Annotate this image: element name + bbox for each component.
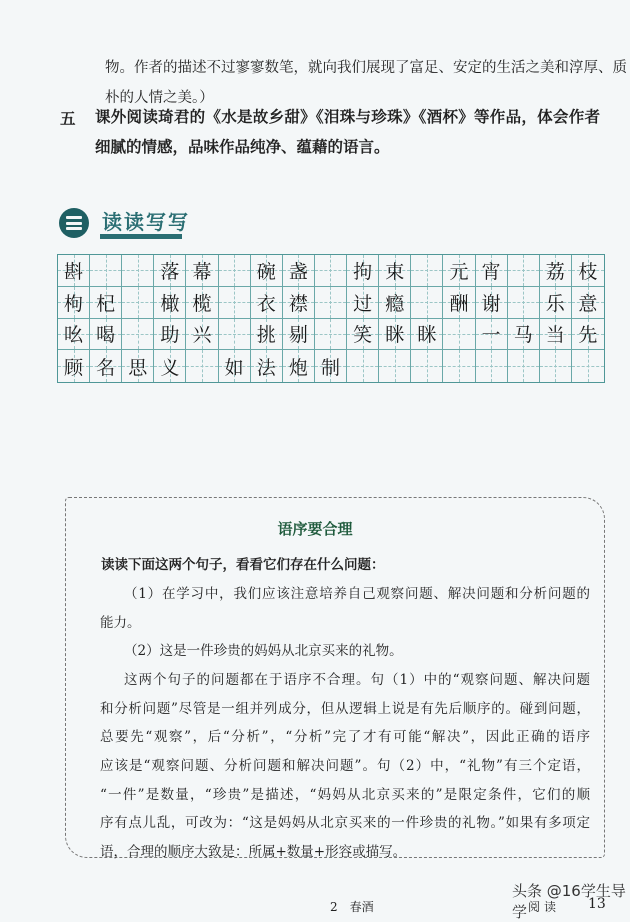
grid-cell	[219, 350, 251, 382]
grid-character: 过	[353, 292, 373, 315]
grid-cell	[283, 287, 315, 319]
grid-cell	[540, 287, 572, 319]
grid-cell	[508, 255, 540, 287]
grid-cell	[58, 287, 90, 319]
grid-cell	[540, 255, 572, 287]
grid-character: 思	[128, 356, 148, 379]
grid-cell	[58, 255, 90, 287]
exercise-number: 五	[60, 109, 76, 128]
word-grid	[57, 254, 605, 383]
page-number: 13	[588, 896, 606, 912]
text-line: 序有点儿乱，可改为：“这是妈妈从北京买来的一件珍贵的礼物。”如果有多项定	[100, 815, 590, 831]
grid-character: 义	[160, 356, 180, 379]
grid-character: 眯	[417, 324, 437, 347]
grid-cell	[283, 255, 315, 287]
grid-character: 元	[449, 260, 469, 283]
grid-cell	[251, 287, 283, 319]
grid-cell	[347, 255, 379, 287]
grid-cell	[186, 255, 218, 287]
grid-cell	[90, 319, 122, 351]
grid-cell	[90, 287, 122, 319]
grid-cell	[122, 350, 154, 382]
grid-character: 荔	[545, 260, 565, 283]
grid-cell	[186, 350, 218, 382]
grid-character: 兴	[192, 324, 212, 347]
grid-cell	[443, 287, 475, 319]
grid-character: 炮	[288, 356, 308, 379]
text-line: 和分析问题”尽管是一组并列成分，但从逻辑上说是有先后顺序的。碰到问题，	[100, 701, 590, 717]
text-line: （2）这是一件珍贵的妈妈从北京买来的礼物。	[124, 643, 403, 659]
footer-section: 阅读	[528, 900, 561, 914]
grid-cell	[347, 287, 379, 319]
grid-cell	[219, 255, 251, 287]
grid-character: 落	[160, 260, 180, 283]
grid-cell	[540, 350, 572, 382]
grid-character: 法	[256, 356, 276, 379]
grid-cell	[476, 287, 508, 319]
grid-cell	[251, 255, 283, 287]
text-line: 物。作者的描述不过寥寥数笔，就向我们展现了富足、安定的生活之美和淳厚、质	[105, 60, 627, 76]
grid-cell	[572, 255, 604, 287]
grid-character: 衣	[256, 292, 276, 315]
grid-cell	[476, 255, 508, 287]
three-lines-icon	[59, 208, 89, 238]
grid-character: 当	[545, 324, 565, 347]
text-line: 总要先“观察”，后“分析”，“分析”完了才有可能“解决”，因此正确的语序	[100, 729, 590, 745]
grid-cell	[411, 350, 443, 382]
grid-cell	[379, 287, 411, 319]
grid-character: 吆	[64, 324, 84, 347]
grid-character: 如	[224, 356, 244, 379]
text-line: （1）在学习中，我们应该注意培养自己观察问题、解决问题和分析问题的	[124, 586, 590, 602]
grid-cell	[315, 350, 347, 382]
grid-cell	[122, 319, 154, 351]
grid-cell	[315, 255, 347, 287]
grid-character: 枸	[64, 292, 84, 315]
grid-character: 剔	[288, 324, 308, 347]
grid-cell	[186, 319, 218, 351]
footer-lesson: 2 春酒	[330, 900, 374, 914]
grid-cell	[347, 319, 379, 351]
grid-cell	[411, 319, 443, 351]
grid-cell	[379, 255, 411, 287]
grid-cell	[443, 319, 475, 351]
grid-character: 意	[578, 292, 598, 315]
grid-character: 枝	[578, 260, 598, 283]
tip-box-title: 语序要合理	[277, 520, 353, 538]
text-line: 应该是“观察问题、分析问题和解决问题”。句（2）中，“礼物”有三个定语，	[100, 758, 590, 774]
grid-cell	[154, 319, 186, 351]
grid-cell	[283, 319, 315, 351]
grid-cell	[540, 319, 572, 351]
grid-character: 酬	[449, 292, 469, 315]
grid-cell	[154, 255, 186, 287]
grid-cell	[154, 350, 186, 382]
grid-cell	[508, 350, 540, 382]
grid-character: 杞	[96, 292, 116, 315]
grid-cell	[251, 350, 283, 382]
grid-character: 谢	[481, 292, 501, 315]
grid-cell	[58, 350, 90, 382]
grid-character: 喝	[96, 324, 116, 347]
text-line: 读读下面这两个句子，看看它们存在什么问题：	[101, 557, 385, 573]
grid-cell	[411, 287, 443, 319]
grid-cell	[90, 255, 122, 287]
section-title: 读读写写	[102, 210, 190, 234]
grid-character: 盏	[288, 260, 308, 283]
grid-cell	[90, 350, 122, 382]
grid-cell	[122, 287, 154, 319]
grid-cell	[122, 255, 154, 287]
grid-cell	[508, 319, 540, 351]
grid-character: 橄	[160, 292, 180, 315]
grid-character: 束	[385, 260, 405, 283]
text-line: 课外阅读琦君的《水是故乡甜》《泪珠与珍珠》《酒杯》等作品，体会作者	[95, 107, 600, 126]
grid-character: 制	[320, 356, 340, 379]
grid-cell	[186, 287, 218, 319]
text-line: “一件”是数量，“珍贵”是描述，“妈妈从北京买来的”是限定条件，它们的顺	[100, 787, 590, 803]
text-line: 朴的人情之美。）	[105, 90, 214, 106]
text-line: 语，合理的顺序大致是：所属+数量+形容或描写。	[100, 844, 407, 860]
grid-cell	[251, 319, 283, 351]
grid-character: 眯	[385, 324, 405, 347]
grid-cell	[347, 350, 379, 382]
grid-cell	[508, 287, 540, 319]
grid-cell	[379, 350, 411, 382]
grid-cell	[476, 350, 508, 382]
text-line: 能力。	[100, 615, 141, 631]
grid-character: 助	[160, 324, 180, 347]
grid-character: 挑	[256, 324, 276, 347]
grid-character: 顾	[64, 356, 84, 379]
grid-cell	[315, 287, 347, 319]
grid-cell	[411, 255, 443, 287]
grid-character: 马	[513, 324, 533, 347]
grid-cell	[572, 319, 604, 351]
grid-character: 幕	[192, 260, 212, 283]
grid-character: 襟	[288, 292, 308, 315]
grid-character: 名	[96, 356, 116, 379]
grid-cell	[572, 350, 604, 382]
grid-cell	[219, 319, 251, 351]
grid-character: 宵	[481, 260, 501, 283]
grid-character: 瘾	[385, 292, 405, 315]
grid-character: 拘	[353, 260, 373, 283]
grid-character: 乐	[545, 292, 565, 315]
grid-character: 先	[578, 324, 598, 347]
grid-character: 榄	[192, 292, 212, 315]
text-line: 细腻的情感，品味作品纯净、蕴藉的语言。	[95, 137, 390, 156]
grid-cell	[219, 287, 251, 319]
grid-character: 一	[481, 324, 501, 347]
grid-cell	[58, 319, 90, 351]
grid-character: 笑	[353, 324, 373, 347]
grid-cell	[154, 287, 186, 319]
grid-cell	[443, 255, 475, 287]
grid-cell	[379, 319, 411, 351]
grid-character: 碗	[256, 260, 276, 283]
section-underline	[100, 234, 182, 239]
grid-cell	[315, 319, 347, 351]
grid-character: 斟	[64, 260, 84, 283]
grid-cell	[443, 350, 475, 382]
text-line: 这两个句子的问题都在于语序不合理。句（1）中的“观察问题、解决问题	[124, 672, 590, 688]
grid-cell	[572, 287, 604, 319]
grid-cell	[283, 350, 315, 382]
grid-cell	[476, 319, 508, 351]
watermark: 头条 @16学生导学	[512, 882, 626, 921]
